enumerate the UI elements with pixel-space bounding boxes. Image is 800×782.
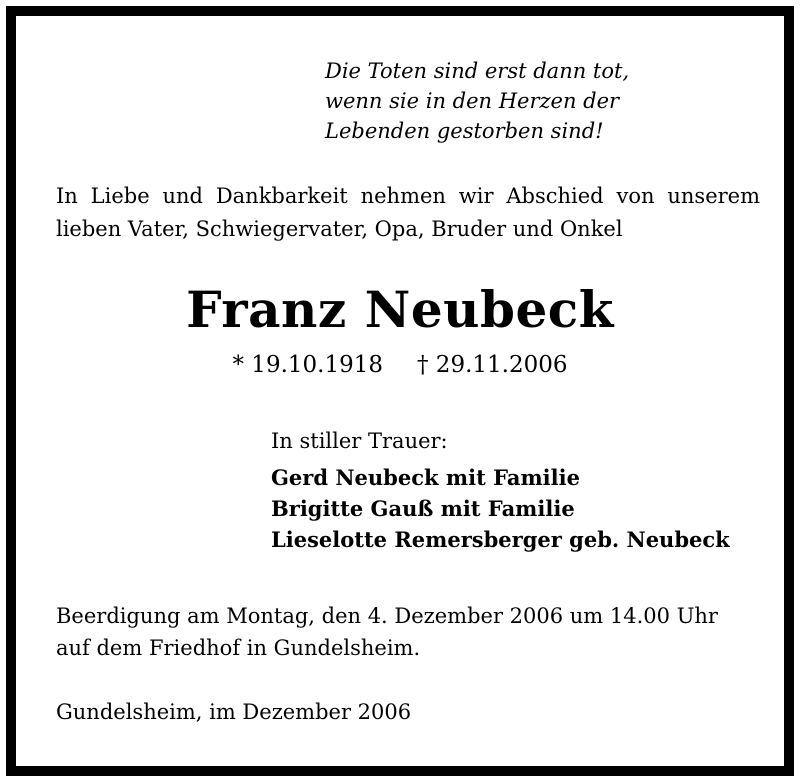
death-date: † 29.11.2006 <box>417 352 568 378</box>
mourning-label: In stiller Trauer: <box>271 429 448 453</box>
memorial-quote <box>325 56 629 146</box>
place-and-date: Gundelsheim, im Dezember 2006 <box>56 700 412 724</box>
funeral-info <box>56 600 718 664</box>
mourner: Lieselotte Remersberger geb. Neubeck <box>271 527 730 552</box>
deceased-name: Franz Neubeck <box>186 280 614 339</box>
farewell-text <box>56 180 760 246</box>
quote-line: Lebenden gestorben sind! <box>325 119 604 143</box>
obituary-notice <box>6 6 794 776</box>
mourner: Gerd Neubeck mit Familie <box>271 465 580 490</box>
mourner: Brigitte Gauß mit Familie <box>271 496 575 521</box>
farewell-line: lieben Vater, Schwiegervater, Opa, Bruder und Onkel <box>56 217 623 241</box>
life-dates <box>16 348 784 382</box>
mourners-list <box>271 462 730 555</box>
farewell-line: In Liebe und Dankbarkeit nehmen wir Abschied von unserem <box>56 184 760 208</box>
funeral-line: Beerdigung am Montag, den 4. Dezember 2006 um 14.00 Uhr <box>56 604 718 628</box>
quote-line: wenn sie in den Herzen der <box>325 89 620 113</box>
birth-date: * 19.10.1918 <box>232 352 383 378</box>
quote-line: Die Toten sind erst dann tot, <box>325 59 630 83</box>
funeral-line: auf dem Friedhof in Gundelsheim. <box>56 636 421 660</box>
